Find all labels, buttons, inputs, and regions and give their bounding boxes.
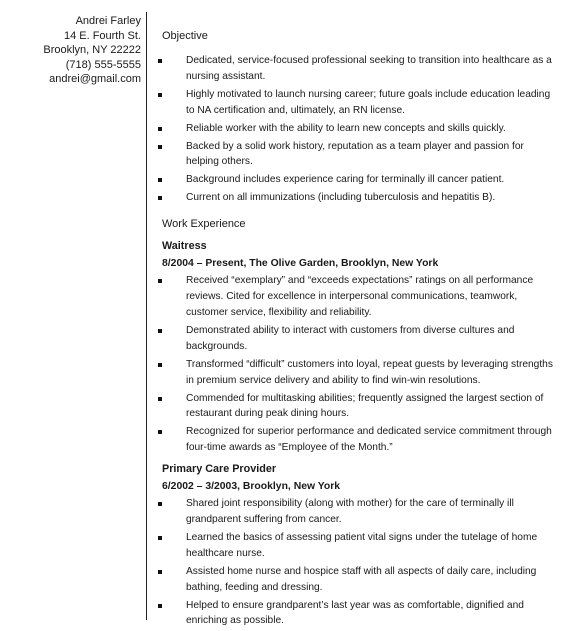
job-duty-item: Demonstrated ability to interact with customers from diverse cultures and backgrounds.	[162, 323, 558, 355]
vertical-divider	[146, 12, 147, 620]
contact-email: andrei@gmail.com	[49, 73, 141, 86]
objective-item: Background includes experience caring for terminally ill cancer patient.	[162, 172, 558, 188]
job-duty-item: Assisted home nurse and hospice staff with all aspects of daily care, including bathing, feeding and dressing.	[162, 564, 558, 596]
job-duty-item: Learned the basics of assessing patient vital signs under the tutelage of home healthcare nurse.	[162, 530, 558, 562]
job-title: Primary Care Provider	[162, 463, 277, 476]
contact-name: Andrei Farley	[75, 15, 141, 27]
work-experience-heading: Work Experience	[162, 218, 246, 231]
job-duty-item: Helped to ensure grandparent’s last year was as comfortable, dignified and enriching as possible.	[162, 598, 558, 630]
job-duty-item: Recognized for superior performance and dedicated service commitment through four-time awards as “Employee of the Month.”	[162, 424, 558, 456]
job-dates-location: 6/2002 – 3/2003, Brooklyn, New York	[162, 481, 341, 493]
contact-block	[0, 14, 141, 87]
objective-item: Dedicated, service-focused professional seeking to transition into healthcare as a nursing assistant.	[162, 53, 558, 85]
objective-item: Reliable worker with the ability to learn new concepts and skills quickly.	[162, 121, 558, 137]
job-duties-list	[162, 273, 558, 456]
objective-item: Current on all immunizations (including tuberculosis and hepatitis B).	[162, 190, 558, 206]
job-duty-item: Commended for multitasking abilities; frequently assigned the largest section of restaurant during peak dining hours.	[162, 391, 558, 423]
contact-street: 14 E. Fourth St.	[63, 29, 141, 42]
job-duty-item: Shared joint responsibility (along with mother) for the care of terminally ill grandparent suffering from cancer.	[162, 496, 558, 528]
objective-list	[162, 53, 558, 206]
objective-item: Backed by a solid work history, reputation as a team player and passion for helping others.	[162, 139, 558, 171]
job-duty-item: Received “exemplary” and “exceeds expectations” ratings on all performance reviews. Cited for excellence in interpersonal communications, teamwork, customer service, flexibility and reliability.	[162, 273, 558, 321]
resume-body	[162, 28, 558, 631]
contact-phone: (718) 555-5555	[65, 58, 141, 71]
job-duties-list	[162, 496, 558, 629]
contact-city: Brooklyn, NY 22222	[43, 44, 141, 57]
objective-heading: Objective	[162, 30, 208, 42]
job-dates-employer: 8/2004 – Present, The Olive Garden, Brooklyn, New York	[162, 258, 439, 270]
job-duty-item: Transformed “difficult” customers into loyal, repeat guests by leveraging strengths in premium service delivery and ability to find win-win resolutions.	[162, 357, 558, 389]
objective-item: Highly motivated to launch nursing career; future goals include education leading to NA certification and, ultimately, an RN license.	[162, 87, 558, 119]
job-title: Waitress	[162, 240, 207, 253]
